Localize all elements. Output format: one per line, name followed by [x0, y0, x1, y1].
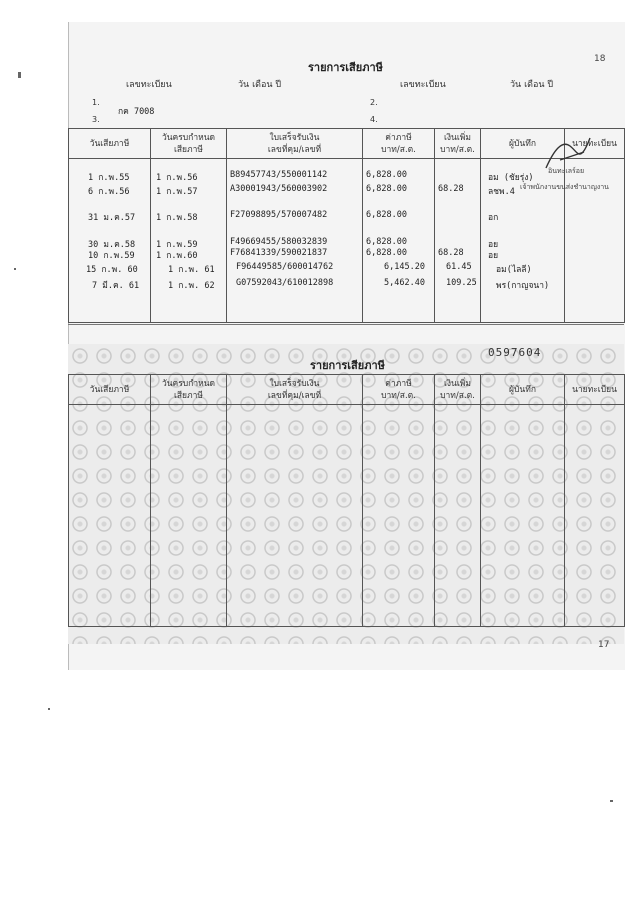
- col-header-tax: ค่าภาษี บาท/ส.ต.: [363, 129, 435, 159]
- due-date: 1 ก.พ.60: [156, 251, 198, 261]
- col-header-receipt: ใบเสร็จรับเงิน เลขที่คุม/เลขที่: [227, 375, 363, 405]
- serial-number: 0597604: [488, 346, 542, 359]
- due-date: 1 ก.พ.56: [156, 173, 198, 183]
- date-label-2: วัน เดือน ปี: [510, 80, 554, 90]
- receipt-no: F49669455/580032839: [230, 237, 328, 247]
- receipt-no: B89457743/550001142: [230, 170, 328, 180]
- page-number-bottom: 17: [598, 640, 610, 650]
- receipt-no: A30001943/560003902: [230, 184, 328, 194]
- col-header-surcharge: เงินเพิ่ม บาท/ส.ต.: [435, 375, 481, 405]
- paid-date: 10 ก.พ.59: [88, 251, 135, 261]
- recorder: อย: [488, 251, 499, 261]
- page-number-top: 18: [594, 54, 606, 64]
- recorder: อย: [488, 240, 499, 250]
- reg-no-label-2: เลขทะเบียน: [400, 80, 446, 90]
- col-header-registrar: นายทะเบียน: [565, 129, 625, 159]
- paid-date: 1 ก.พ.55: [88, 173, 130, 183]
- recorder: อม(ไลลี): [496, 265, 532, 275]
- line-3-number: 3.: [92, 115, 100, 124]
- annotation-text: เจ้าพนักงานขนส่งชำนาญงาน: [520, 183, 609, 191]
- tax-amount: 6,828.00: [366, 184, 407, 194]
- paid-date: 15 ก.พ. 60: [86, 265, 138, 275]
- col-header-paid-date: วันเสียภาษี: [69, 375, 151, 405]
- scan-mark: [18, 72, 21, 78]
- col-header-recorder: ผู้บันทึก: [481, 375, 565, 405]
- due-date: 1 ก.พ. 61: [168, 265, 215, 275]
- col-header-recorder: ผู้บันทึก: [481, 129, 565, 159]
- line-4-number: 4.: [370, 115, 378, 124]
- col-header-receipt: ใบเสร็จรับเงิน เลขที่คุม/เลขที่: [227, 129, 363, 159]
- tax-amount: 6,828.00: [366, 237, 407, 247]
- receipt-no: F96449585/600014762: [236, 262, 334, 272]
- due-date: 1 ก.พ.57: [156, 187, 198, 197]
- receipt-no: F76841339/590021837: [230, 248, 328, 258]
- surcharge-amount: 68.28: [438, 184, 464, 194]
- reg-no-label-1: เลขทะเบียน: [126, 80, 172, 90]
- date-label-1: วัน เดือน ปี: [238, 80, 282, 90]
- col-header-registrar: นายทะเบียน: [565, 375, 625, 405]
- scan-mark: [48, 708, 50, 710]
- surcharge-amount: 68.28: [438, 248, 464, 258]
- tax-amount: 6,828.00: [366, 248, 407, 258]
- receipt-no: G07592043/610012898: [236, 278, 334, 288]
- section1-title: รายการเสียภาษี: [308, 61, 383, 74]
- tax-amount: 6,145.20: [384, 262, 425, 272]
- due-date: 1 ก.พ.58: [156, 213, 198, 223]
- surcharge-amount: 61.45: [446, 262, 472, 272]
- recorder: อม (ชัยรุ่ง): [488, 173, 534, 183]
- surcharge-amount: 109.25: [446, 278, 477, 288]
- paid-date: 30 ม.ค.58: [88, 240, 136, 250]
- annotation-text-2: อินทะเลร์อย: [548, 167, 585, 175]
- paid-date: 6 ก.พ.56: [88, 187, 130, 197]
- line-1-number: 1.: [92, 98, 100, 107]
- col-header-due-date: วันครบกำหนด เสียภาษี: [151, 375, 227, 405]
- section-divider: [68, 324, 624, 325]
- section2-title: รายการเสียภาษี: [310, 359, 385, 372]
- col-header-surcharge: เงินเพิ่ม บาท/ส.ต.: [435, 129, 481, 159]
- recorder: ลชพ.4: [488, 187, 515, 197]
- recorder: พร(กาญจนา): [496, 281, 550, 291]
- line-2-number: 2.: [370, 98, 378, 107]
- scan-mark: [610, 800, 613, 802]
- tax-amount: 6,828.00: [366, 170, 407, 180]
- paid-date: 31 ม.ค.57: [88, 213, 136, 223]
- due-date: 1 ก.พ. 62: [168, 281, 215, 291]
- col-header-due-date: วันครบกำหนด เสียภาษี: [151, 129, 227, 159]
- col-header-paid-date: วันเสียภาษี: [69, 129, 151, 159]
- tax-amount: 5,462.40: [384, 278, 425, 288]
- line-1-value: กค 7008: [118, 107, 155, 117]
- tax-amount: 6,828.00: [366, 210, 407, 220]
- due-date: 1 ก.พ.59: [156, 240, 198, 250]
- col-header-tax: ค่าภาษี บาท/ส.ต.: [363, 375, 435, 405]
- paid-date: 7 มี.ค. 61: [92, 281, 140, 291]
- scan-mark: [14, 268, 16, 270]
- recorder: อก: [488, 213, 499, 223]
- tax-ledger-table-blank: [68, 374, 625, 627]
- receipt-no: F27098895/570007482: [230, 210, 328, 220]
